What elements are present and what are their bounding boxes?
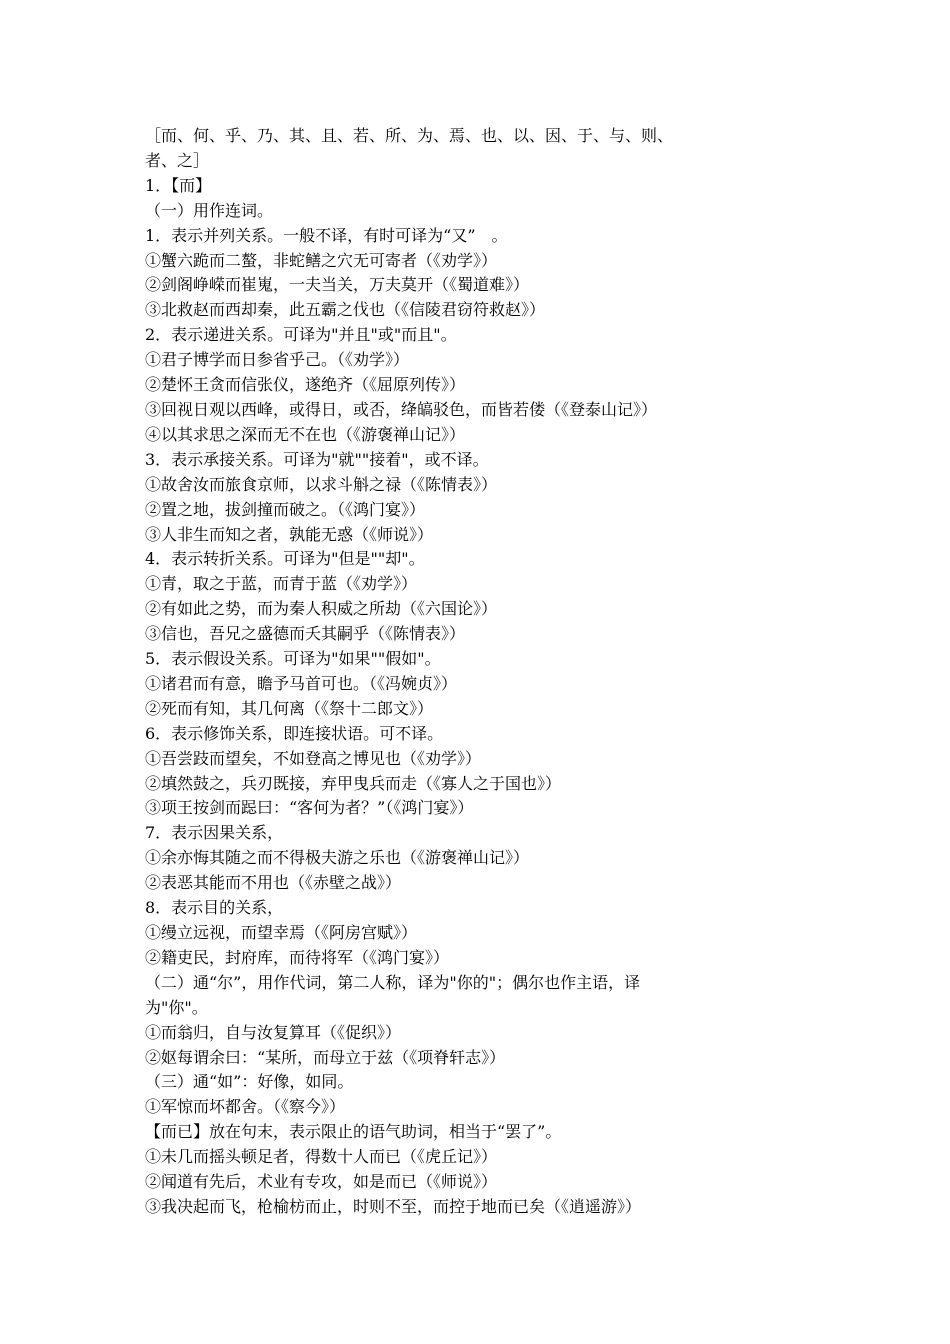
example-line: ①蟹六跪而二螯，非蛇鳝之穴无可寄者（《劝学》） bbox=[145, 250, 498, 270]
example-line: ④以其求思之深而无不在也（《游褒禅山记》） bbox=[145, 424, 466, 444]
example-line: ②置之地，拔剑撞而破之。（《鸿门宴》） bbox=[145, 499, 426, 519]
example-line: ②籍吏民，封府库，而待将军（《鸿门宴》） bbox=[145, 947, 450, 967]
example-line: ③北救赵而西却秦，此五霸之伐也（《信陵君窃符救赵》） bbox=[145, 300, 546, 320]
example-line: ①故舍汝而旅食京师，以求斗斛之禄（《陈情表》） bbox=[145, 474, 498, 494]
example-line: ③人非生而知之者，孰能无惑（《师说》） bbox=[145, 524, 434, 544]
document-body bbox=[145, 124, 815, 1220]
text-line: 3．表示承接关系。可译为"就""接着"，或不译。 bbox=[145, 449, 489, 469]
text-line: 1．表示并列关系。一般不译，有时可译为“又” 。 bbox=[145, 225, 508, 245]
section-heading: 【而已】放在句末，表示限止的语气助词，相当于“罢了”。 bbox=[145, 1122, 562, 1142]
text-line: 7．表示因果关系， bbox=[145, 823, 284, 843]
example-line: ③回视日观以西峰，或得日，或否，绛皜驳色，而皆若偻（《登泰山记》） bbox=[145, 399, 658, 419]
example-line: ①诸君而有意，瞻予马首可也。（《冯婉贞》） bbox=[145, 673, 458, 693]
example-line: ①青，取之于蓝，而青于蓝（《劝学》） bbox=[145, 574, 418, 594]
example-line: ①未几而摇头顿足者，得数十人而已（《虎丘记》） bbox=[145, 1147, 498, 1167]
subsection-heading: （二）通“尔”，用作代词，第二人称，译为"你的"；偶尔也作主语，译 bbox=[145, 972, 641, 992]
example-line: ①军惊而坏都舍。（《察今》） bbox=[145, 1097, 346, 1117]
text-line: 2．表示递进关系。可译为"并且"或"而且"。 bbox=[145, 325, 457, 345]
example-line: ③项王按剑而跽曰：“客何为者？”（《鸿门宴》） bbox=[145, 798, 474, 818]
example-line: ③信也，吾兄之盛德而夭其嗣乎（《陈情表》） bbox=[145, 624, 466, 644]
text-line: ［而、何、乎、乃、其、且、若、所、为、焉、也、以、因、于、与、则、 bbox=[145, 126, 674, 145]
section-heading: 1．【而】 bbox=[145, 175, 212, 195]
text-line: 4．表示转折关系。可译为"但是""却"。 bbox=[145, 549, 425, 569]
example-line: ①缦立远视，而望幸焉（《阿房宫赋》） bbox=[145, 923, 418, 942]
example-line: ②填然鼓之，兵刃既接，弃甲曳兵而走（《寡人之于国也》） bbox=[145, 773, 562, 793]
text-line: 者、之］ bbox=[145, 150, 210, 170]
subsection-heading: （一）用作连词。 bbox=[145, 200, 274, 220]
text-line: 为"你"。 bbox=[145, 997, 208, 1017]
subsection-heading: （三）通“如”：好像，如同。 bbox=[145, 1072, 354, 1092]
example-line: ①而翁归，自与汝复算耳（《促织》） bbox=[145, 1022, 402, 1042]
text-line: 5．表示假设关系。可译为"如果""假如"。 bbox=[145, 649, 441, 669]
example-line: ②有如此之势，而为秦人积威之所劫（《六国论》） bbox=[145, 599, 498, 619]
example-line: ②表恶其能而不用也（《赤壁之战》） bbox=[145, 873, 402, 893]
example-line: ①余亦悔其随之而不得极夫游之乐也（《游褒禅山记》） bbox=[145, 848, 530, 868]
text-line: 8．表示目的关系， bbox=[145, 898, 284, 918]
text-line: 6．表示修饰关系，即连接状语。可不译。 bbox=[145, 723, 444, 743]
example-line: ①吾尝跂而望矣，不如登高之博见也（《劝学》） bbox=[145, 748, 482, 768]
example-line: ②妪每谓余曰：“某所，而母立于兹（《项脊轩志》） bbox=[145, 1047, 506, 1067]
example-line: ②闻道有先后，术业有专攻，如是而已（《师说》） bbox=[145, 1172, 498, 1192]
example-line: ③我决起而飞，枪榆枋而止，时则不至，而控于地而已矣（《逍遥游》） bbox=[145, 1196, 642, 1216]
example-line: ①君子博学而日参省乎己。（《劝学》） bbox=[145, 350, 410, 370]
example-line: ②死而有知，其几何离（《祭十二郎文》） bbox=[145, 698, 434, 718]
example-line: ②剑阁峥嵘而崔嵬，一夫当关，万夫莫开（《蜀道难》） bbox=[145, 275, 530, 295]
example-line: ②楚怀王贪而信张仪，遂绝齐（《屈原列传》） bbox=[145, 375, 466, 395]
